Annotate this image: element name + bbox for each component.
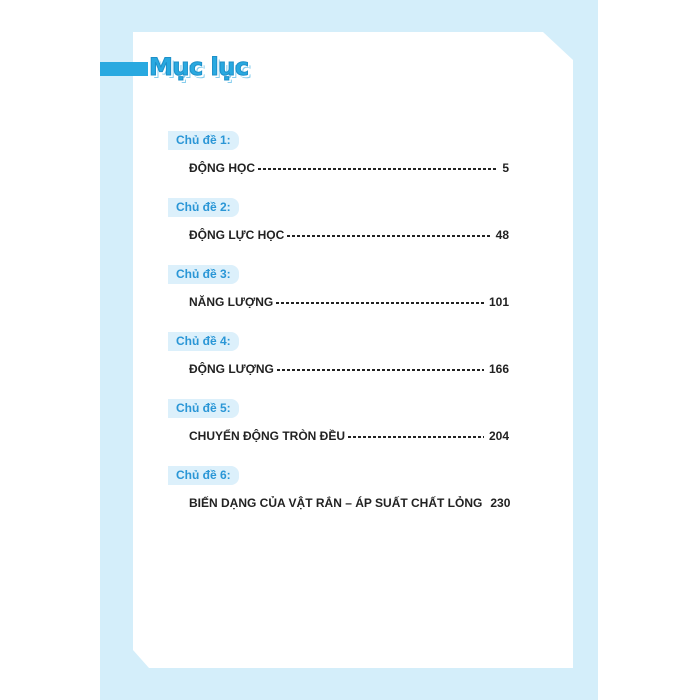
topic-label: Chủ đề 6: (168, 466, 239, 485)
toc-title: NĂNG LƯỢNG (189, 295, 274, 309)
toc-page-number: 101 (488, 295, 509, 309)
toc-entry (0, 131, 700, 191)
dot-leader (348, 436, 484, 438)
toc-title: CHUYỂN ĐỘNG TRÒN ĐỀU (189, 429, 346, 443)
toc-page-number: 5 (502, 161, 509, 175)
topic-label: Chủ đề 1: (168, 131, 239, 150)
dot-leader (276, 302, 484, 304)
toc-entry (0, 466, 700, 526)
toc-line[interactable] (189, 159, 509, 177)
toc-line[interactable] (189, 293, 509, 311)
toc-title: ĐỘNG LỰC HỌC (189, 228, 285, 242)
toc-entry (0, 332, 700, 392)
topic-label: Chủ đề 4: (168, 332, 239, 351)
toc-page-number: 48 (495, 228, 509, 242)
toc-title: ĐỘNG HỌC (189, 161, 255, 175)
title-accent-bar (100, 62, 148, 76)
topic-label: Chủ đề 5: (168, 399, 239, 418)
toc-entry (0, 265, 700, 325)
toc-line[interactable] (189, 226, 509, 244)
topic-label: Chủ đề 2: (168, 198, 239, 217)
toc-entry (0, 399, 700, 459)
dot-leader (277, 369, 484, 371)
toc-line[interactable] (189, 494, 509, 512)
toc-title: BIẾN DẠNG CỦA VẬT RẮN – ÁP SUẤT CHẤT LỎNG (189, 496, 483, 510)
toc-page-number: 204 (488, 429, 509, 443)
toc-line[interactable] (189, 360, 509, 378)
toc-page-number: 166 (488, 362, 509, 376)
page-title: Mục lục (149, 53, 249, 81)
toc-line[interactable] (189, 427, 509, 445)
toc-title: ĐỘNG LƯỢNG (189, 362, 274, 376)
dot-leader (258, 168, 497, 170)
toc-page-number: 230 (490, 496, 511, 510)
toc-entry (0, 198, 700, 258)
topic-label: Chủ đề 3: (168, 265, 239, 284)
dot-leader (287, 235, 490, 237)
